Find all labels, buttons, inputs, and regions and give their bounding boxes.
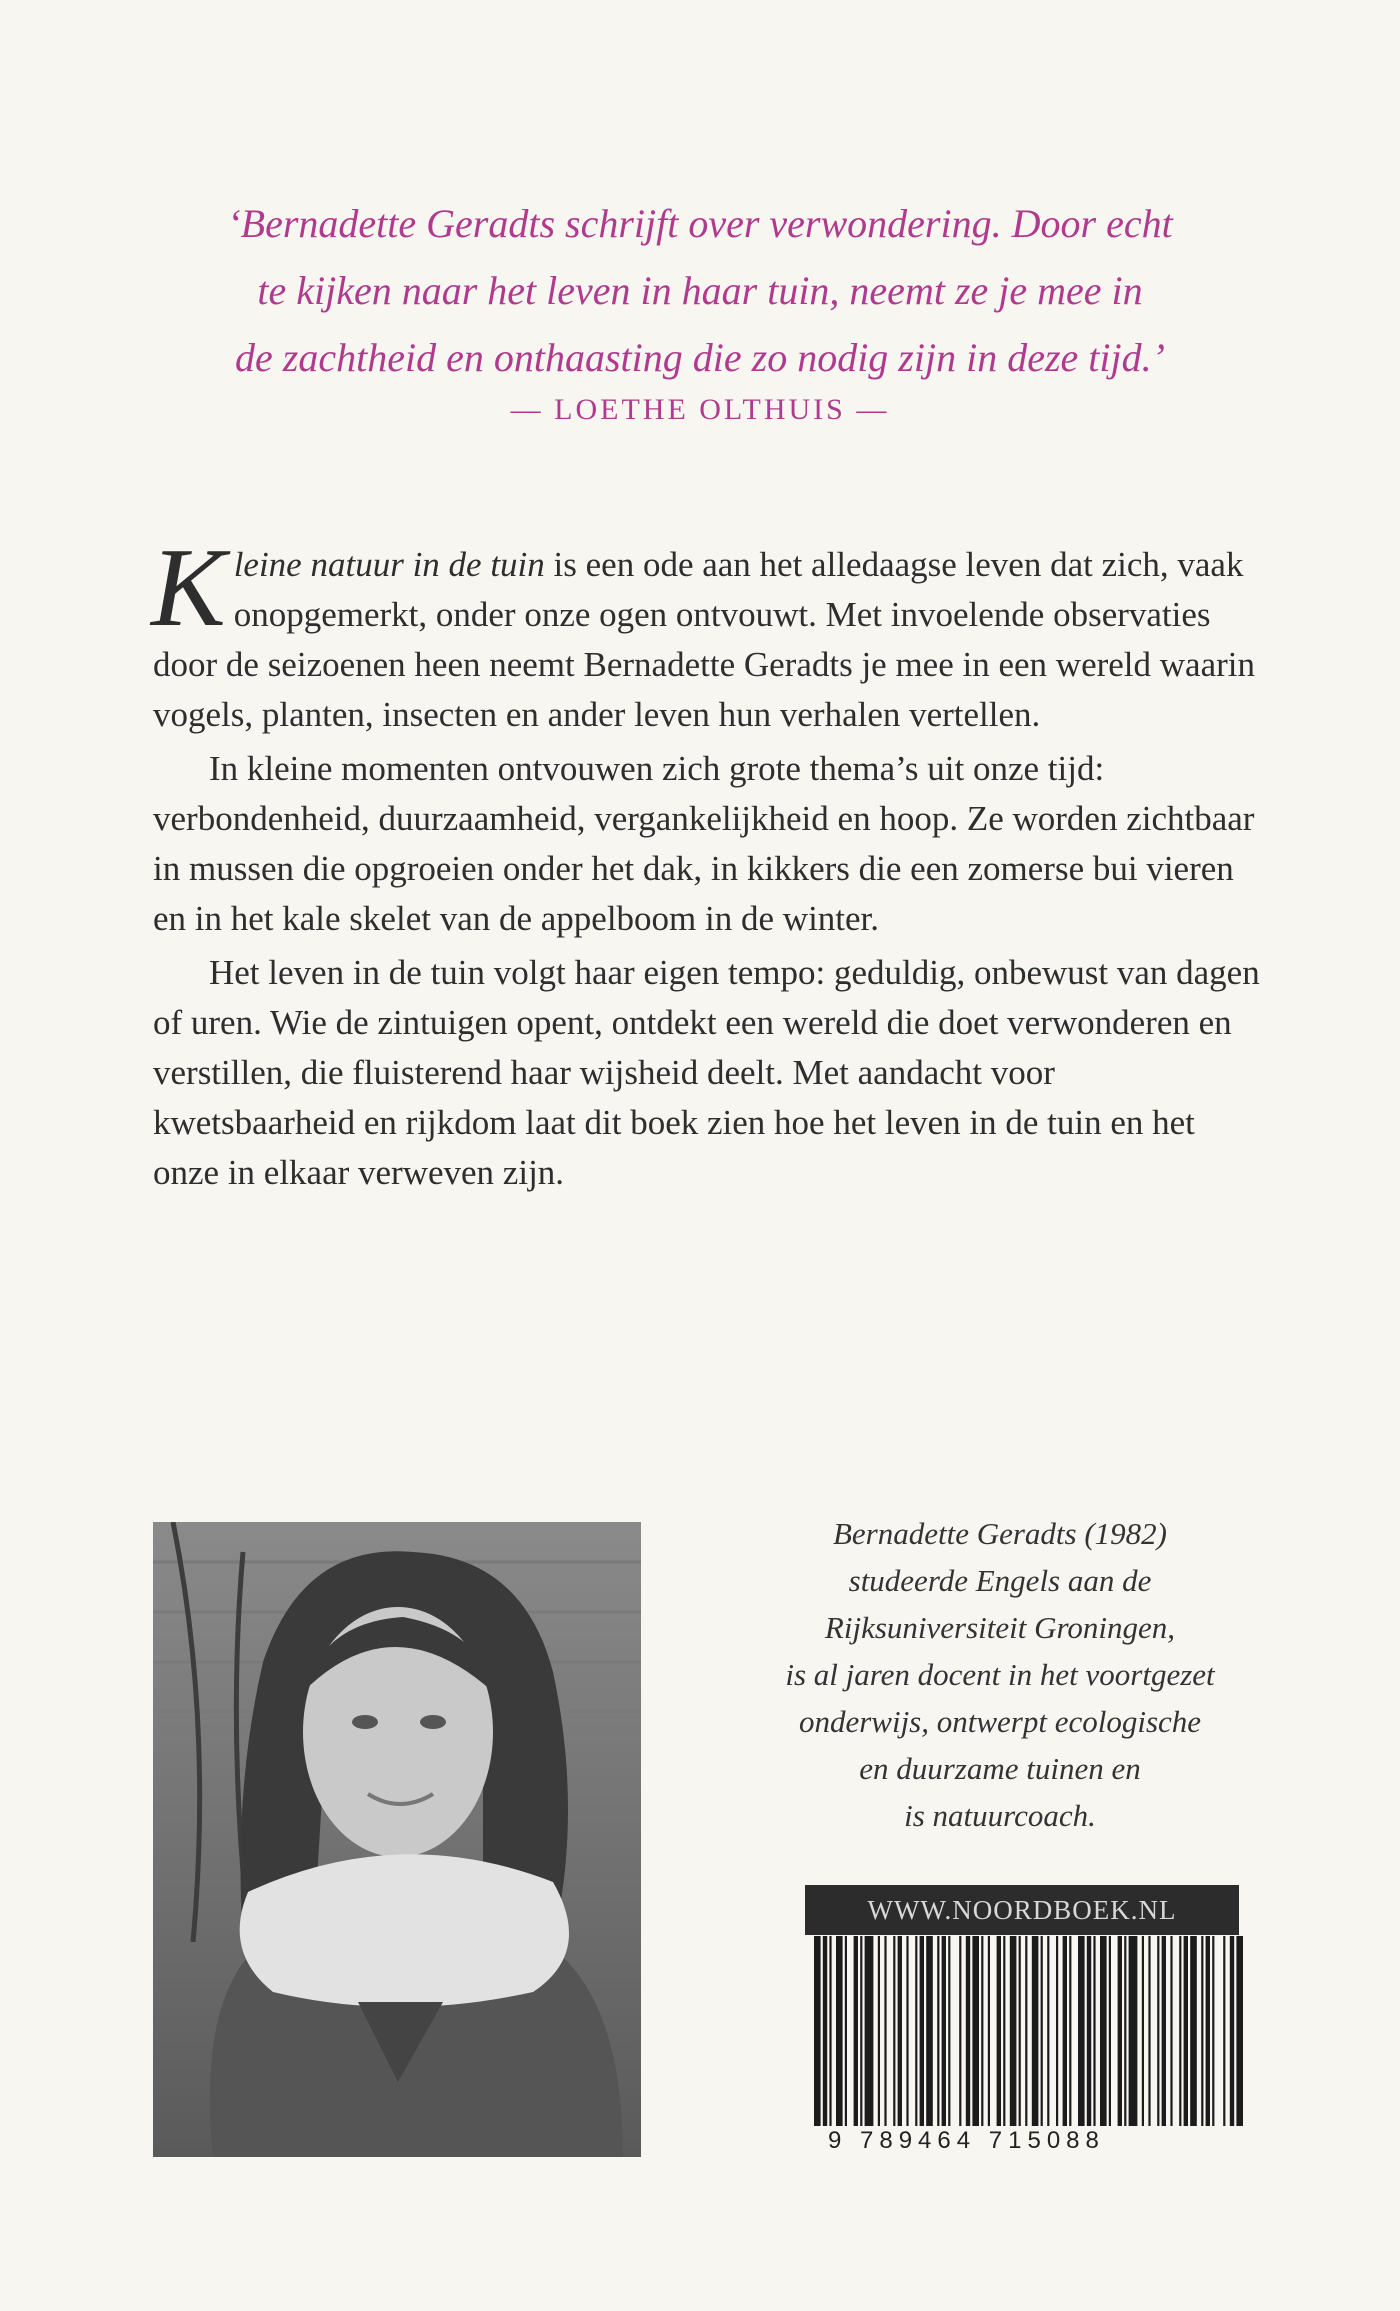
author-portrait-image xyxy=(153,1522,641,2157)
blurb-paragraph-2: In kleine momenten ontvouwen zich grote thema’s uit onze tijd: verbondenheid, duurzaamheid, vergankelijkheid en hoop. Ze worden zichtbaar in mussen die opgroeien onder het dak, in kikkers die een zomerse bui vieren en in het kale skelet van de appelboom in de winter. xyxy=(153,749,1255,938)
barcode-bar xyxy=(1093,1936,1095,2126)
bio-line-7: is natuurcoach. xyxy=(904,1798,1096,1833)
barcode-bar xyxy=(1230,1936,1234,2126)
barcode-bar xyxy=(1148,1936,1150,2126)
barcode-bar xyxy=(1069,1936,1071,2126)
barcode-bar xyxy=(972,1936,979,2126)
quote-line-2: te kijken naar het leven in haar tuin, neemt ze je mee in xyxy=(257,268,1143,313)
barcode-bar xyxy=(1003,1936,1005,2126)
barcode-bar xyxy=(1032,1936,1039,2126)
barcode-bar xyxy=(823,1936,827,2126)
quote-author: — LOETHE OLTHUIS — xyxy=(510,393,890,426)
barcode-bar xyxy=(1047,1936,1049,2126)
blurb-paragraph-3: Het leven in de tuin volgt haar eigen tempo: geduldig, onbewust van dagen of uren. Wie de zintuigen opent, ontdekt een wereld die doet verwonderen en verstillen, die fluisterend haar wijsheid deelt. Met aandacht voor kwetsbaarheid en rijkdom laat dit boek zien hoe het leven in de tuin en het onze in elkaar verweven zijn. xyxy=(153,953,1260,1192)
barcode-bar xyxy=(1179,1936,1181,2126)
barcode-bar xyxy=(1078,1936,1085,2126)
barcode-bar xyxy=(915,1936,917,2126)
barcode-bar xyxy=(920,1936,924,2126)
barcode-bar xyxy=(878,1936,880,2126)
barcode-bar xyxy=(1142,1936,1144,2126)
barcode-bar xyxy=(1087,1936,1091,2126)
barcode-bar xyxy=(1129,1936,1138,2126)
isbn-digits: 9 789464 715088 xyxy=(828,2127,1105,2154)
isbn-barcode xyxy=(810,1936,1244,2136)
quote-text xyxy=(150,190,1250,391)
barcode-bar xyxy=(988,1936,990,2126)
barcode-bar xyxy=(1019,1936,1021,2126)
book-blurb xyxy=(151,526,1263,1202)
barcode-bar xyxy=(1100,1936,1107,2126)
drop-cap: K xyxy=(151,526,226,650)
barcode-bar xyxy=(829,1936,831,2126)
barcode-bar xyxy=(898,1936,902,2126)
barcode-bar xyxy=(981,1936,983,2126)
quote-line-3: de zachtheid en onthaasting die zo nodig zijn in deze tijd.’ xyxy=(235,335,1165,380)
barcode-bar xyxy=(814,1936,821,2126)
blurb-paragraph-1-text: is een ode aan het alledaagse leven dat zich, vaak onopgemerkt, onder onze ogen ontvouwt. Met invoelende observaties door de seizoenen heen neemt Bernadette Geradts je mee in een wereld waarin vogels, planten, insecten en ander leven hun verhalen vertellen. xyxy=(153,545,1255,734)
barcode-bar xyxy=(1206,1936,1210,2126)
barcode-bar xyxy=(845,1936,847,2126)
quote-line-1: ‘Bernadette Geradts schrijft over verwondering. Door echt xyxy=(227,201,1173,246)
barcode-bar xyxy=(1124,1936,1126,2126)
author-bio xyxy=(720,1510,1280,1839)
barcode-bar xyxy=(906,1936,908,2126)
barcode-bar xyxy=(893,1936,895,2126)
barcode-bar xyxy=(836,1936,843,2126)
bio-line-6: en duurzame tuinen en xyxy=(859,1751,1141,1786)
barcode-bar xyxy=(860,1936,862,2126)
testimonial-quote xyxy=(150,190,1250,427)
barcode-bar xyxy=(1010,1936,1017,2126)
author-photo xyxy=(153,1522,641,2157)
bio-line-2: studeerde Engels aan de xyxy=(848,1563,1152,1598)
barcode-bar xyxy=(966,1936,970,2126)
barcode-bar xyxy=(1184,1936,1188,2126)
barcode-bar xyxy=(865,1936,874,2126)
bio-line-5: onderwijs, ontwerpt ecologische xyxy=(798,1704,1202,1739)
bio-line-3: Rijksuniversiteit Groningen, xyxy=(824,1610,1176,1645)
barcode-bar xyxy=(1041,1936,1043,2126)
barcode-bar xyxy=(1109,1936,1111,2126)
bio-line-1: Bernadette Geradts (1982) xyxy=(832,1516,1168,1551)
barcode-bar xyxy=(1063,1936,1067,2126)
book-title-inline: leine natuur in de tuin xyxy=(233,545,545,584)
barcode-bar xyxy=(1056,1936,1058,2126)
barcode-bar xyxy=(1157,1936,1159,2126)
barcode-bar xyxy=(1162,1936,1166,2126)
barcode-bar xyxy=(959,1936,961,2126)
barcode-bar xyxy=(1170,1936,1172,2126)
barcode-bar xyxy=(1212,1936,1214,2126)
bio-line-4: is al jaren docent in het voortgezet xyxy=(785,1657,1215,1692)
barcode-bar xyxy=(854,1936,858,2126)
blurb-paragraph-1 xyxy=(151,526,1263,740)
barcode-bar xyxy=(884,1936,886,2126)
publisher-url: WWW.NOORDBOEK.NL xyxy=(805,1885,1239,1935)
barcode-bar xyxy=(942,1936,946,2126)
barcode-bar xyxy=(1190,1936,1197,2126)
barcode-bar xyxy=(1236,1936,1243,2126)
barcode-bar xyxy=(948,1936,950,2126)
barcode-bar xyxy=(1025,1936,1027,2126)
barcode-bar xyxy=(1223,1936,1225,2126)
barcode-bar xyxy=(937,1936,939,2126)
barcode-bar xyxy=(1118,1936,1122,2126)
barcode-bar xyxy=(1201,1936,1203,2126)
barcode-bar xyxy=(997,1936,1001,2126)
barcode-bar xyxy=(926,1936,933,2126)
